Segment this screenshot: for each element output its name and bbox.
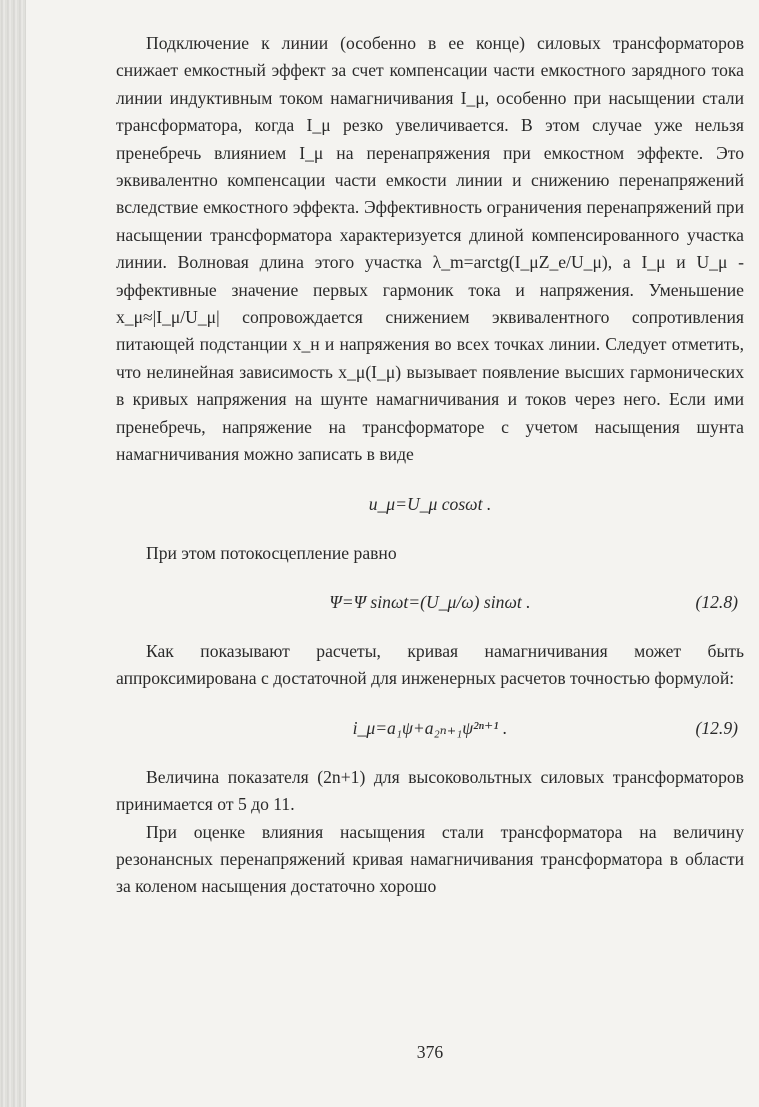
- formula-voltage-expression: u_μ=U_μ cosωt .: [368, 493, 492, 514]
- paragraph-2: При этом потокосцепление равно: [146, 542, 397, 563]
- paragraph-3: Как показывают расчеты, кривая намагничивания может быть аппроксимирована с достаточной для инженерных расчетов точностью формулой:: [116, 640, 744, 689]
- document-page: [116, 30, 744, 1100]
- paragraph-5: При оценке влияния насыщения стали трансформатора на величину резонансных перенапряжений кривая намагничивания трансформатора в области за коленом насыщения достаточно хорошо: [116, 821, 744, 897]
- formula-voltage: [116, 491, 744, 518]
- equation-number-12-8: (12.8): [695, 591, 738, 612]
- equation-number-12-9: (12.9): [695, 717, 738, 738]
- formula-magnetization-expression: i_μ=a₁ψ+a₂ₙ₊₁ψ²ⁿ⁺¹ .: [352, 717, 508, 738]
- formula-flux-linkage: [116, 589, 744, 616]
- book-binding-edge: [0, 0, 26, 1107]
- page-number: 376: [416, 1042, 444, 1062]
- paragraph-4: Величина показателя (2n+1) для высоковольтных силовых трансформаторов принимается от 5 до 11.: [116, 766, 744, 815]
- formula-magnetization: [116, 715, 744, 742]
- formula-flux-expression: Ψ=Ψ sinωt=(U_μ/ω) sinωt .: [329, 591, 531, 612]
- paragraph-1: Подключение к линии (особенно в ее конце) силовых трансформаторов снижает емкостный эффект за счет компенсации части емкостного зарядного тока линии индуктивным током намагничивания I_μ, особенно при насыщении стали трансформатора, когда I_μ резко увеличивается. В этом случае уже нельзя пренебречь влиянием I_μ на перенапряжения при емкостном эффекте. Это эквивалентно компенсации части емкости линии и снижению перенапряжений вследствие емкостного эффекта. Эффективность ограничения перенапряжений при насыщении трансформатора характеризуется длиной компенсированного участка линии. Волновая длина этого участка λ_m=arctg(I_μZ_e/U_μ), а I_μ и U_μ - эффективные значение первых гармоник тока и напряжения. Уменьшение x_μ≈|I_μ/U_μ| сопровождается снижением эквивалентного сопротивления питающей подстанции x_н и напряжения во всех точках линии. Следует отметить, что нелинейная зависимость x_μ(I_μ) вызывает появление высших гармонических в кривых напряжения на шунте намагничивания и токов через него. Если ими пренебречь, напряжение на трансформаторе с учетом насыщения шунта намагничивания можно записать в виде: [116, 33, 744, 465]
